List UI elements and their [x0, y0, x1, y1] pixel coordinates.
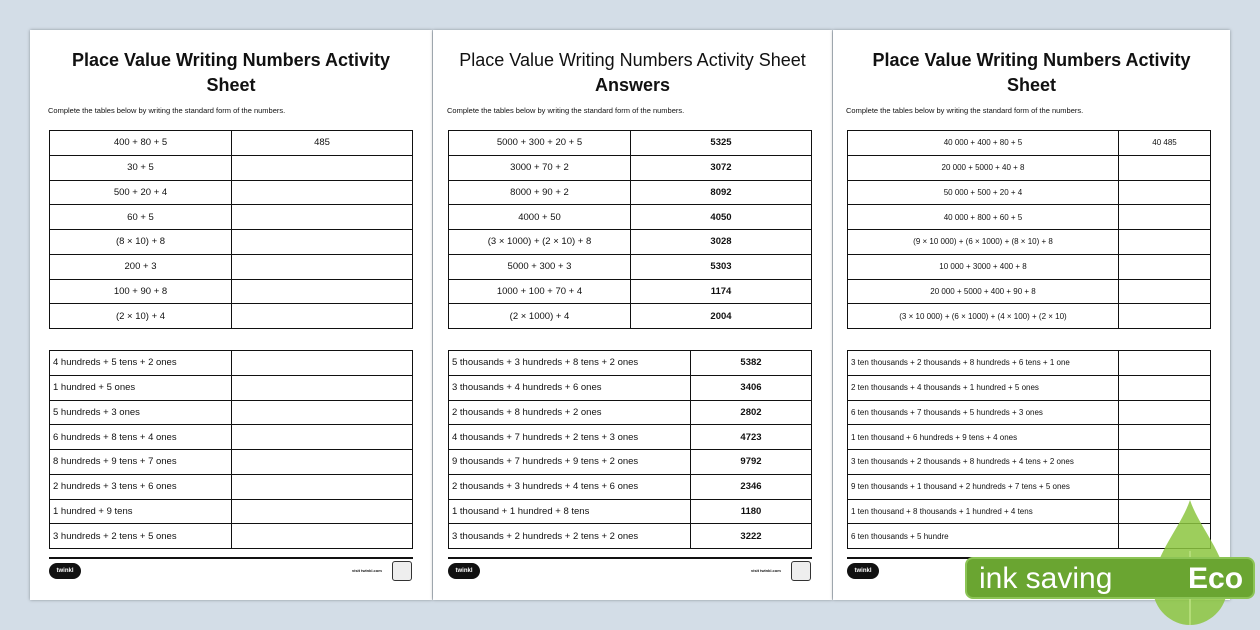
footer-divider [49, 557, 413, 559]
table-row [848, 351, 1211, 376]
answer-cell[interactable]: 8092 [631, 180, 812, 205]
question-cell: 5 hundreds + 3 ones [50, 400, 232, 425]
question-cell: 2 thousands + 8 hundreds + 2 ones [449, 400, 691, 425]
quality-badge-icon [392, 561, 412, 581]
question-cell: 30 + 5 [50, 155, 232, 180]
question-cell: 1 hundred + 9 tens [50, 499, 232, 524]
table-row [848, 279, 1211, 304]
table-row [449, 474, 812, 499]
table-row [848, 230, 1211, 255]
table-row [848, 205, 1211, 230]
answer-cell[interactable] [1119, 205, 1211, 230]
question-cell: 60 + 5 [50, 205, 232, 230]
table-row [848, 131, 1211, 156]
table-row [848, 254, 1211, 279]
instructions: Complete the tables below by writing the standard form of the numbers. [846, 106, 1084, 115]
table-row [449, 524, 812, 549]
table-row [449, 131, 812, 156]
table-row [50, 230, 413, 255]
question-cell: 4 hundreds + 5 tens + 2 ones [50, 351, 232, 376]
answer-cell[interactable]: 5382 [691, 351, 812, 376]
answer-cell[interactable] [1119, 155, 1211, 180]
table-row [449, 304, 812, 329]
question-cell: 100 + 90 + 8 [50, 279, 232, 304]
question-cell: 6 ten thousands + 7 thousands + 5 hundreds + 3 ones [848, 400, 1119, 425]
answer-cell[interactable] [1119, 450, 1211, 475]
question-cell: 9 thousands + 7 hundreds + 9 tens + 2 ones [449, 450, 691, 475]
word-form-table [49, 350, 413, 549]
answer-cell[interactable] [1119, 375, 1211, 400]
table-row [449, 279, 812, 304]
answer-cell[interactable] [1119, 279, 1211, 304]
table-row [848, 180, 1211, 205]
answer-cell[interactable]: 3222 [691, 524, 812, 549]
table-row [848, 425, 1211, 450]
question-cell: (8 × 10) + 8 [50, 230, 232, 255]
sheet-title: Place Value Writing Numbers Activity Sheet [872, 50, 1191, 95]
answer-cell[interactable]: 4050 [631, 205, 812, 230]
table-row [848, 375, 1211, 400]
table-row [449, 375, 812, 400]
question-cell: 4000 + 50 [449, 205, 631, 230]
question-cell: 40 000 + 800 + 60 + 5 [848, 205, 1119, 230]
question-cell: 400 + 80 + 5 [50, 131, 232, 156]
table-row [848, 400, 1211, 425]
question-cell: 200 + 3 [50, 254, 232, 279]
table-row [50, 499, 413, 524]
table-row [449, 205, 812, 230]
twinkl-logo: twinkl [847, 563, 879, 579]
expanded-form-table [49, 130, 413, 329]
answer-cell[interactable] [232, 375, 413, 400]
answer-cell[interactable] [232, 351, 413, 376]
answer-cell[interactable] [232, 205, 413, 230]
footer-divider [448, 557, 812, 559]
question-cell: 1 hundred + 5 ones [50, 375, 232, 400]
table-row [50, 425, 413, 450]
question-cell: (2 × 10) + 4 [50, 304, 232, 329]
sheet-title: Place Value Writing Numbers Activity Sheet [71, 50, 391, 95]
question-cell: 3 thousands + 2 hundreds + 2 tens + 2 ones [449, 524, 691, 549]
question-cell: 1 thousand + 1 hundred + 8 tens [449, 499, 691, 524]
answer-cell[interactable] [1119, 400, 1211, 425]
question-cell: 6 ten thousands + 5 hundre [848, 524, 1119, 549]
question-cell: 9 ten thousands + 1 thousand + 2 hundreds + 7 tens + 5 ones [848, 474, 1119, 499]
answer-cell[interactable]: 485 [232, 131, 413, 156]
table-row [50, 180, 413, 205]
answer-cell[interactable] [232, 499, 413, 524]
table-row [848, 155, 1211, 180]
answer-cell[interactable] [232, 155, 413, 180]
question-cell: 6 hundreds + 8 tens + 4 ones [50, 425, 232, 450]
question-cell: 5 thousands + 3 hundreds + 8 tens + 2 ones [449, 351, 691, 376]
answer-cell[interactable]: 1174 [631, 279, 812, 304]
answer-cell[interactable] [1119, 474, 1211, 499]
table-row [50, 279, 413, 304]
question-cell: (3 × 10 000) + (6 × 1000) + (4 × 100) + (2 × 10) [848, 304, 1119, 329]
answer-cell[interactable]: 3072 [631, 155, 812, 180]
answer-cell[interactable] [232, 230, 413, 255]
table-row [50, 254, 413, 279]
question-cell: 40 000 + 400 + 80 + 5 [848, 131, 1119, 156]
answer-cell[interactable] [232, 425, 413, 450]
table-row [50, 450, 413, 475]
table-row [848, 474, 1211, 499]
answer-cell[interactable]: 1180 [691, 499, 812, 524]
question-cell: 3 ten thousands + 2 thousands + 8 hundreds + 6 tens + 1 one [848, 351, 1119, 376]
answer-cell[interactable]: 4723 [691, 425, 812, 450]
question-cell: 3000 + 70 + 2 [449, 155, 631, 180]
question-cell: 1 ten thousand + 8 thousands + 1 hundred + 4 tens [848, 499, 1119, 524]
question-cell: 20 000 + 5000 + 400 + 90 + 8 [848, 279, 1119, 304]
question-cell: 50 000 + 500 + 20 + 4 [848, 180, 1119, 205]
table-row [50, 400, 413, 425]
visit-link: visit twinkl.com [352, 568, 382, 573]
instructions: Complete the tables below by writing the standard form of the numbers. [48, 106, 286, 115]
answer-cell[interactable] [232, 450, 413, 475]
question-cell: 5000 + 300 + 20 + 5 [449, 131, 631, 156]
question-cell: 20 000 + 5000 + 40 + 8 [848, 155, 1119, 180]
question-cell: 2 thousands + 3 hundreds + 4 tens + 6 ones [449, 474, 691, 499]
word-form-table [448, 350, 812, 549]
table-row [449, 351, 812, 376]
question-cell: (2 × 1000) + 4 [449, 304, 631, 329]
table-row [50, 474, 413, 499]
answer-cell[interactable] [1119, 425, 1211, 450]
worksheet-1 [30, 30, 432, 600]
twinkl-logo: twinkl [448, 563, 480, 579]
answer-cell[interactable]: 3028 [631, 230, 812, 255]
answer-cell[interactable] [232, 524, 413, 549]
answer-cell[interactable] [1119, 351, 1211, 376]
answer-cell[interactable]: 2346 [691, 474, 812, 499]
eco-label: Eco [1188, 562, 1244, 595]
expanded-form-table [448, 130, 812, 329]
answer-cell[interactable]: 3406 [691, 375, 812, 400]
answer-cell[interactable] [1119, 180, 1211, 205]
table-row [50, 155, 413, 180]
answer-cell[interactable] [232, 180, 413, 205]
question-cell: 4 thousands + 7 hundreds + 2 tens + 3 ones [449, 425, 691, 450]
sheet-title: Place Value Writing Numbers Activity Sheet Answers [459, 50, 806, 95]
table-row [50, 304, 413, 329]
worksheet-2-answers [433, 30, 832, 600]
table-row [449, 180, 812, 205]
answer-cell[interactable] [1119, 304, 1211, 329]
table-row [449, 155, 812, 180]
answer-cell[interactable] [232, 279, 413, 304]
answer-cell[interactable] [232, 400, 413, 425]
table-row [50, 131, 413, 156]
question-cell: 500 + 20 + 4 [50, 180, 232, 205]
question-cell: 3 hundreds + 2 tens + 5 ones [50, 524, 232, 549]
question-cell: 1000 + 100 + 70 + 4 [449, 279, 631, 304]
table-row [449, 425, 812, 450]
answer-cell[interactable] [232, 254, 413, 279]
question-cell: 3 ten thousands + 2 thousands + 8 hundreds + 4 tens + 2 ones [848, 450, 1119, 475]
answer-cell[interactable]: 5303 [631, 254, 812, 279]
table-row [50, 351, 413, 376]
question-cell: 8 hundreds + 9 tens + 7 ones [50, 450, 232, 475]
quality-badge-icon [791, 561, 811, 581]
answer-cell[interactable] [232, 474, 413, 499]
answer-cell[interactable] [232, 304, 413, 329]
answer-cell[interactable]: 40 485 [1119, 131, 1211, 156]
question-cell: 1 ten thousand + 6 hundreds + 9 tens + 4 ones [848, 425, 1119, 450]
answer-cell[interactable]: 5325 [631, 131, 812, 156]
table-row [449, 254, 812, 279]
question-cell: 8000 + 90 + 2 [449, 180, 631, 205]
table-row [50, 375, 413, 400]
answer-cell[interactable] [1119, 254, 1211, 279]
answer-cell[interactable]: 9792 [691, 450, 812, 475]
question-cell: 5000 + 300 + 3 [449, 254, 631, 279]
table-row [848, 304, 1211, 329]
table-row [449, 450, 812, 475]
question-cell: 3 thousands + 4 hundreds + 6 ones [449, 375, 691, 400]
twinkl-logo: twinkl [49, 563, 81, 579]
answer-cell[interactable]: 2004 [631, 304, 812, 329]
question-cell: 10 000 + 3000 + 400 + 8 [848, 254, 1119, 279]
ink-saving-label: ink saving [979, 562, 1113, 595]
answer-cell[interactable] [1119, 230, 1211, 255]
table-row [449, 400, 812, 425]
table-row [449, 499, 812, 524]
expanded-form-table [847, 130, 1211, 329]
instructions: Complete the tables below by writing the standard form of the numbers. [447, 106, 685, 115]
table-row [449, 230, 812, 255]
answer-cell[interactable]: 2802 [691, 400, 812, 425]
question-cell: 2 hundreds + 3 tens + 6 ones [50, 474, 232, 499]
question-cell: (9 × 10 000) + (6 × 1000) + (8 × 10) + 8 [848, 230, 1119, 255]
table-row [848, 450, 1211, 475]
table-row [50, 524, 413, 549]
visit-link: visit twinkl.com [751, 568, 781, 573]
question-cell: (3 × 1000) + (2 × 10) + 8 [449, 230, 631, 255]
table-row [50, 205, 413, 230]
question-cell: 2 ten thousands + 4 thousands + 1 hundred + 5 ones [848, 375, 1119, 400]
